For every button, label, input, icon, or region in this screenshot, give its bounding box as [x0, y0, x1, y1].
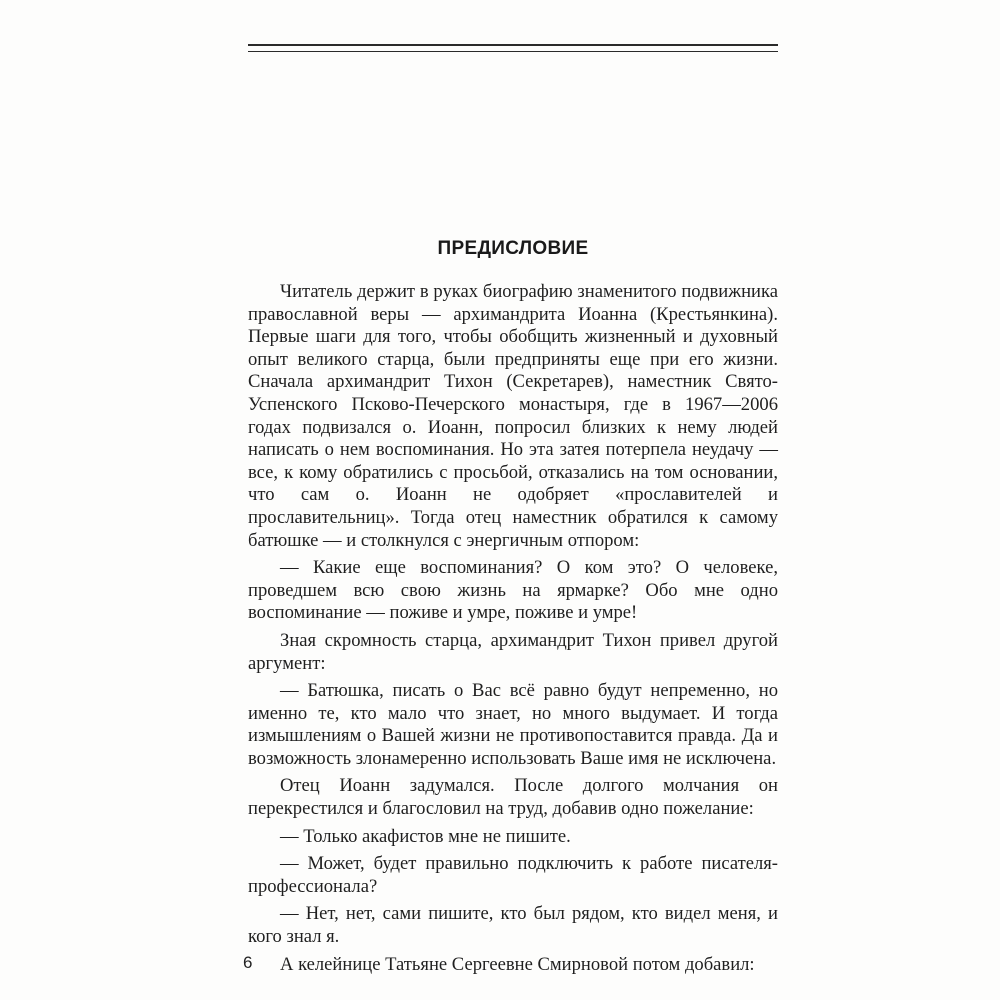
header-rule-bottom	[248, 51, 778, 52]
paragraph: А келейнице Татьяне Сергеевне Смирновой потом добавил:	[280, 953, 755, 975]
header-rule-top	[248, 44, 778, 46]
chapter-title: ПРЕДИСЛОВИЕ	[437, 238, 589, 259]
paragraph: — Нет, нет, сами пишите, кто был рядом, кто видел меня, и кого знал я.	[248, 903, 778, 948]
paragraph: — Только акафистов мне не пишите.	[280, 825, 571, 847]
page-number: 6	[243, 953, 253, 972]
paragraph: Отец Иоанн задумался. После долгого молчания он перекрестился и благословил на труд, добавив одно пожелание:	[248, 775, 778, 820]
paragraph: — Батюшка, писать о Вас всё равно будут непременно, но именно те, кто мало что знает, но много выдумает. И тогда измышлениям о Вашей жизни не противопоставится правда. Да и возможность злонамеренно использовать Ваше имя не исключена.	[248, 680, 778, 769]
paragraph: Читатель держит в руках биографию знаменитого подвижника православной веры — архимандрита Иоанна (Крестьянкина). Первые шаги для того, чтобы обобщить жизненный и духовный опыт великого старца, были предприняты еще при его жизни. Сначала архимандрит Тихон (Секретарев), наместник Свято-Успенского Псково-Печерского монастыря, где в 1967—2006 годах подвизался о. Иоанн, попросил близких к нему людей написать о нем воспоминания. Но эта затея потерпела неудачу — все, к кому обратились с просьбой, отказались на том основании, что сам о. Иоанн не одобряет «прославителей и прославительниц». Тогда отец наместник обратился к самому батюшке — и столкнулся с энергичным отпором:	[248, 281, 778, 551]
paragraph: — Какие еще воспоминания? О ком это? О человеке, проведшем всю свою жизнь на ярмарке? Обо мне одно воспоминание — поживе и умре, поживе и умре!	[248, 557, 778, 624]
paragraph: Зная скромность старца, архимандрит Тихон привел другой аргумент:	[248, 629, 778, 674]
page-body	[248, 281, 778, 976]
paragraph: — Может, будет правильно подключить к работе писателя-профессионала?	[248, 853, 778, 897]
